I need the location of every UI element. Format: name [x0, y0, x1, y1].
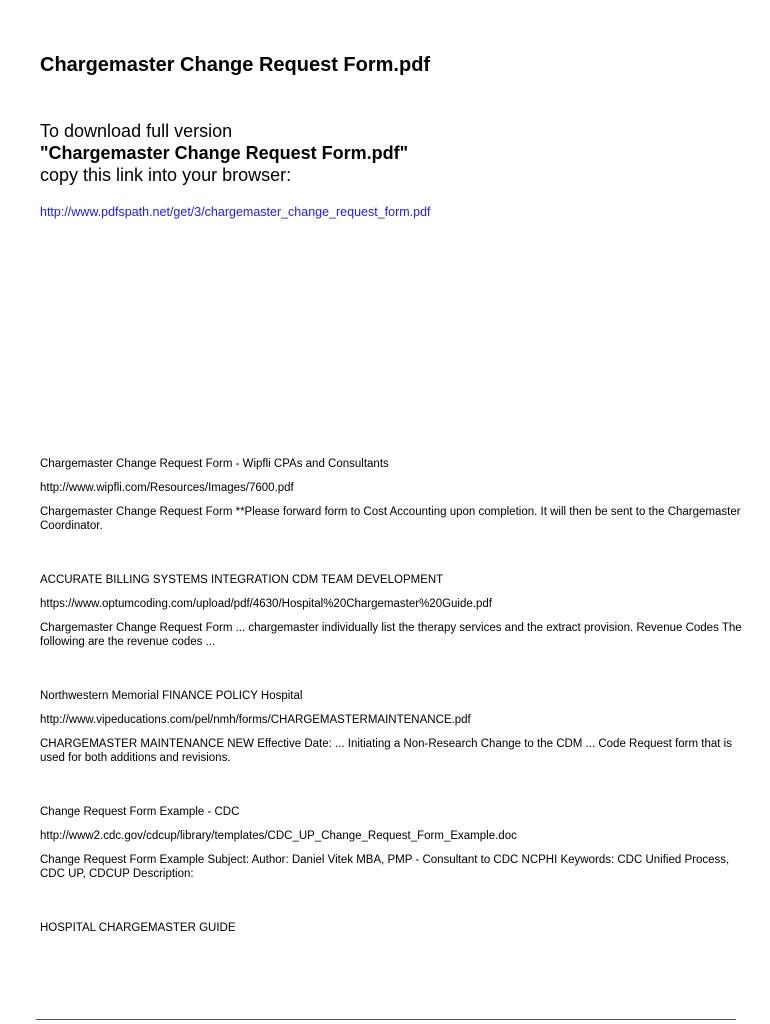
result-url[interactable]: http://www2.cdc.gov/cdcup/library/templates/CDC_UP_Change_Request_Form_Example.doc — [40, 830, 517, 842]
result-description: Change Request Form Example Subject: Author: Daniel Vitek MBA, PMP - Consultant to CDC NCPHI Keywords: CDC Unified Process, CDC UP, CDCUP Description: — [40, 854, 730, 880]
result-item — [40, 573, 745, 689]
results-list — [40, 457, 745, 935]
result-item — [40, 805, 745, 921]
result-url[interactable]: http://www.wipfli.com/Resources/Images/7600.pdf — [40, 482, 294, 494]
intro-line-2: "Chargemaster Change Request Form.pdf" — [40, 143, 409, 163]
result-description: Chargemaster Change Request Form **Please forward form to Cost Accounting upon completion. It will then be sent to the Chargemaster Coordinator. — [40, 506, 741, 532]
document-title: Chargemaster Change Request Form.pdf — [40, 54, 431, 76]
result-title: Chargemaster Change Request Form - Wipfli CPAs and Consultants — [40, 458, 389, 470]
intro-line-3: copy this link into your browser: — [40, 165, 292, 185]
result-title-last: HOSPITAL CHARGEMASTER GUIDE — [40, 922, 236, 934]
result-item — [40, 689, 745, 805]
download-intro — [40, 120, 408, 186]
result-title: Northwestern Memorial FINANCE POLICY Hospital — [40, 690, 303, 702]
result-description: CHARGEMASTER MAINTENANCE NEW Effective Date: ... Initiating a Non-Research Change to the CDM ... Code Request form that is used for both additions and revisions. — [40, 738, 732, 764]
result-description: Chargemaster Change Request Form ... chargemaster individually list the therapy services and the extract provision. Revenue Codes The following are the revenue codes ... — [40, 622, 742, 648]
result-url[interactable]: http://www.vipeducations.com/pel/nmh/forms/CHARGEMASTERMAINTENANCE.pdf — [40, 714, 471, 726]
download-link[interactable]: http://www.pdfspath.net/get/3/chargemaster_change_request_form.pdf — [40, 205, 431, 219]
intro-line-1: To download full version — [40, 121, 233, 141]
result-item — [40, 457, 745, 573]
result-url[interactable]: https://www.optumcoding.com/upload/pdf/4630/Hospital%20Chargemaster%20Guide.pdf — [40, 598, 492, 610]
result-title: ACCURATE BILLING SYSTEMS INTEGRATION CDM TEAM DEVELOPMENT — [40, 574, 444, 586]
result-title: Change Request Form Example - CDC — [40, 806, 240, 818]
footer-divider — [36, 1019, 736, 1020]
